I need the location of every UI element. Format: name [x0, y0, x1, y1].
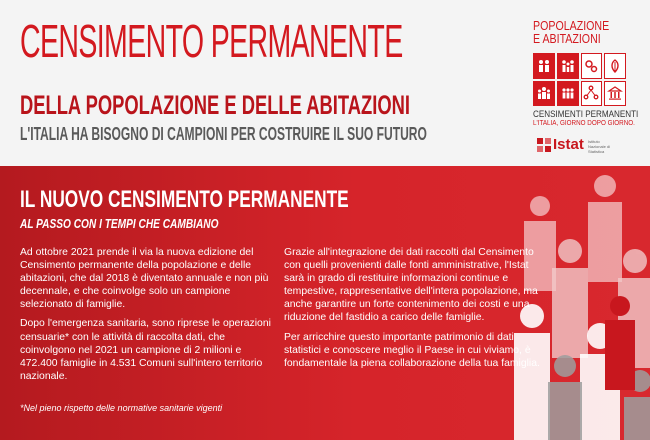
- page-tagline: L'ITALIA HA BISOGNO DI CAMPIONI PER COSTRUIRE IL SUO FUTURO: [20, 124, 427, 144]
- logo-title-line2: E ABITAZIONI: [533, 32, 601, 46]
- logo-title-line1: POPOLAZIONE: [533, 19, 610, 33]
- istat-logo-subtext: Istituto Nazionale di Statistica: [588, 139, 611, 154]
- page-subtitle: DELLA POPOLAZIONE E DELLE ABITAZIONI: [20, 90, 410, 120]
- istat-logo-text: Istat: [553, 136, 584, 153]
- paragraph: Per arricchire questo importante patrimonio di dati statistici e conoscere meglio il Paese in cui viviamo, è fondamentale la piena collaborazione della tua famiglia.: [284, 331, 540, 369]
- logo-motto: L'ITALIA, GIORNO DOPO GIORNO.: [533, 120, 635, 127]
- logo-title: [533, 20, 627, 46]
- footnote: *Nel pieno rispetto delle normative sanitarie vigenti: [20, 403, 223, 413]
- logo-series: CENSIMENTI PERMANENTI: [533, 109, 639, 119]
- page-title: CENSIMENTO PERMANENTE: [20, 15, 403, 67]
- section-title: IL NUOVO CENSIMENTO PERMANENTE: [20, 186, 349, 213]
- paragraph: Grazie all'integrazione dei dati raccolti dal Censimento con quelli provenienti dalle fonti amministrative, l'Istat sarà in grado di restituire informazioni continue e tempestive, rappresentative dell'intera popolazione, ma anche garantire un forte contenimento dei costi e una riduzione del fastidio a carico delle famiglie.: [284, 247, 538, 324]
- paragraph: Dopo l'emergenza sanitaria, sono riprese le operazioni censuarie* con le attività di raccolta dati, che coinvolgono nel 2021 un campione di 2 milioni e 472.400 famiglie in 4.531 Comuni sull'intero territorio nazionale.: [20, 318, 271, 382]
- info-section: [0, 166, 650, 440]
- logo-icon-grid: [533, 53, 626, 106]
- gears-icon: [581, 53, 603, 79]
- leaf-icon: [604, 53, 626, 79]
- people-icon: [533, 53, 555, 79]
- left-column: [20, 246, 272, 389]
- crowd-icon: [557, 81, 579, 107]
- right-column: [284, 246, 542, 376]
- section-subtitle: AL PASSO CON I TEMPI CHE CAMBIANO: [20, 216, 219, 231]
- building-icon: [604, 81, 626, 107]
- family-icon: [557, 53, 579, 79]
- paragraph: Ad ottobre 2021 prende il via la nuova edizione del Censimento permanente della popolazione e delle abitazioni, che dal 2018 è diventato annuale e non più decennale, e che coinvolge solo un campione selezionato di famiglie.: [20, 247, 269, 311]
- group-icon: [533, 81, 555, 107]
- header-area: [0, 0, 650, 166]
- istat-logo-icon: [537, 138, 551, 152]
- network-icon: [581, 81, 603, 107]
